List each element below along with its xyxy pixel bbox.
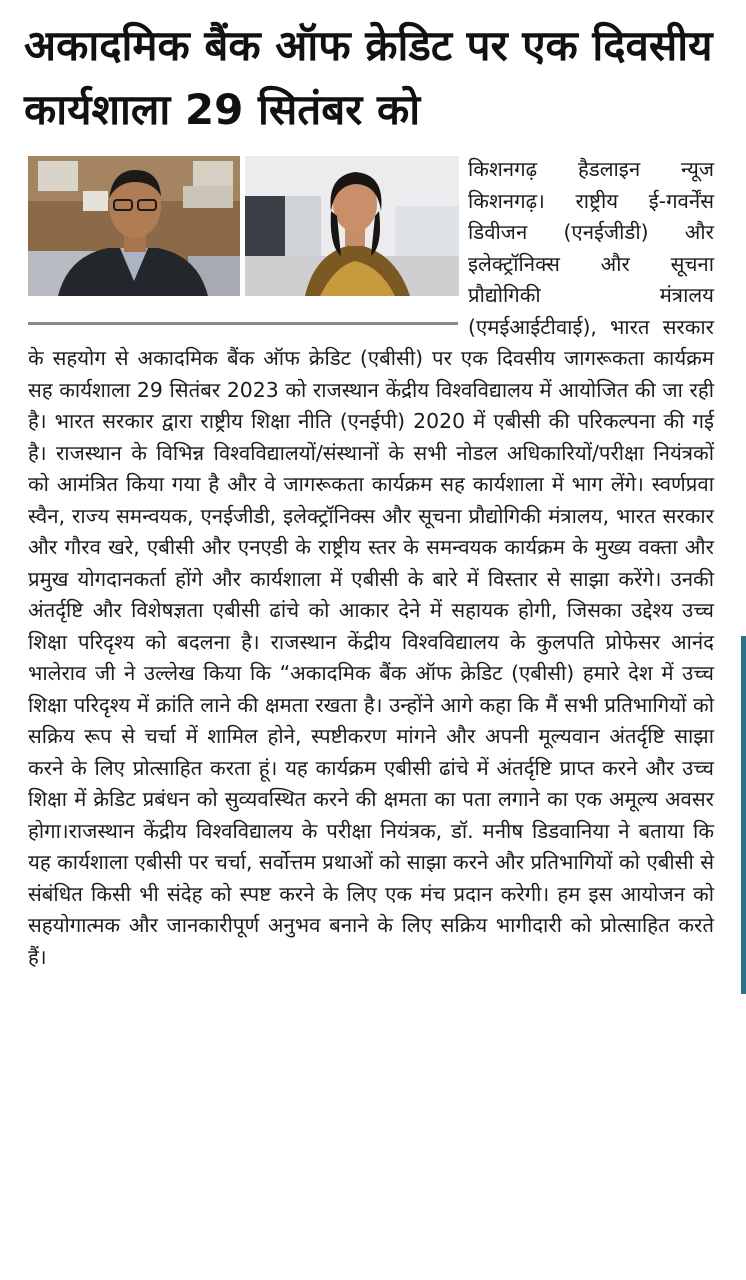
headline: अकादमिक बैंक ऑफ क्रेडिट पर एक दिवसीय कार्यशाला 29 सितंबर को <box>24 21 713 134</box>
article-body <box>28 154 714 973</box>
photo-float-spacer <box>28 154 468 332</box>
scrollbar[interactable] <box>741 636 746 994</box>
article-body-text: किशनगढ़ हैडलाइन न्यूज किशनगढ़। राष्ट्रीय ई-गवर्नेंस डिवीजन (एनईजीडी) और इलेक्ट्रॉनिक्स और सूचना प्रौद्योगिकी मंत्रालय (एमईआईटीवाई), भारत सरकार के सहयोग से अकादमिक बैंक ऑफ क्रेडिट (एबीसी) पर एक दिवसीय जागरूकता कार्यक्रम सह कार्यशाला 29 सितंबर 2023 को राजस्थान केंद्रीय विश्वविद्यालय में आयोजित की जा रही है। भारत सरकार द्वारा राष्ट्रीय शिक्षा नीति (एनईपी) 2020 में एबीसी की परिकल्पना की गई है। राजस्थान के विभिन्न विश्वविद्यालयों/संस्थानों के सभी नोडल अधिकारियों/परीक्षा नियंत्रकों को आमंत्रित किया गया है और वे जागरूकता कार्यक्रम सह कार्यशाला में भाग लेंगे। स्वर्णप्रवा स्वैन, राज्य समन्वयक, एनईजीडी, इलेक्ट्रॉनिक्स और सूचना प्रौद्योगिकी मंत्रालय, भारत सरकार और गौरव खरे, एबीसी और एनएडी के राष्ट्रीय स्तर के समन्वयक कार्यक्रम के मुख्य वक्ता और प्रमुख योगदानकर्ता होंगे और कार्यशाला में एबीसी के बारे में विस्तार से साझा करेंगे। उनकी अंतर्दृष्टि और विशेषज्ञता एबीसी ढांचे को आकार देने में सहायक होगी, जिसका उद्देश्य उच्च शिक्षा परिदृश्य को बदलना है। राजस्थान केंद्रीय विश्वविद्यालय के कुलपति प्रोफेसर आनंद भालेराव जी ने उल्लेख किया कि “अकादमिक बैंक ऑफ क्रेडिट (एबीसी) हमारे देश में उच्च शिक्षा परिदृश्य में क्रांति लाने की क्षमता रखता है। उन्होंने आगे कहा कि मैं सभी प्रतिभागियों को सक्रिय रूप से चर्चा में शामिल होने, स्पष्टीकरण मांगने और अपनी मूल्यवान अंतर्दृष्टि साझा करने के लिए प्रोत्साहित करता हूं। यह कार्यक्रम एबीसी ढांचे में अंतर्दृष्टि प्राप्त करने और उच्च शिक्षा में क्रेडिट प्रबंधन को सुव्यवस्थित करने की क्षमता का पता लगाने का एक अमूल्य अवसर होगा।राजस्थान केंद्रीय विश्वविद्यालय के परीक्षा नियंत्रक, डॉ. मनीष डिडवानिया ने बताया कि यह कार्यशाला एबीसी पर चर्चा, सर्वोत्तम प्रथाओं को साझा करने और प्रतिभागियों को एबीसी से संबंधित किसी भी संदेह को स्पष्ट करने के लिए एक मंच प्रदान करेगी। हम इस आयोजन को सहयोगात्मक और जानकारीपूर्ण अनुभव बनाने के लिए सक्रिय भागीदारी को प्रोत्साहित करते हैं। <box>28 157 714 969</box>
